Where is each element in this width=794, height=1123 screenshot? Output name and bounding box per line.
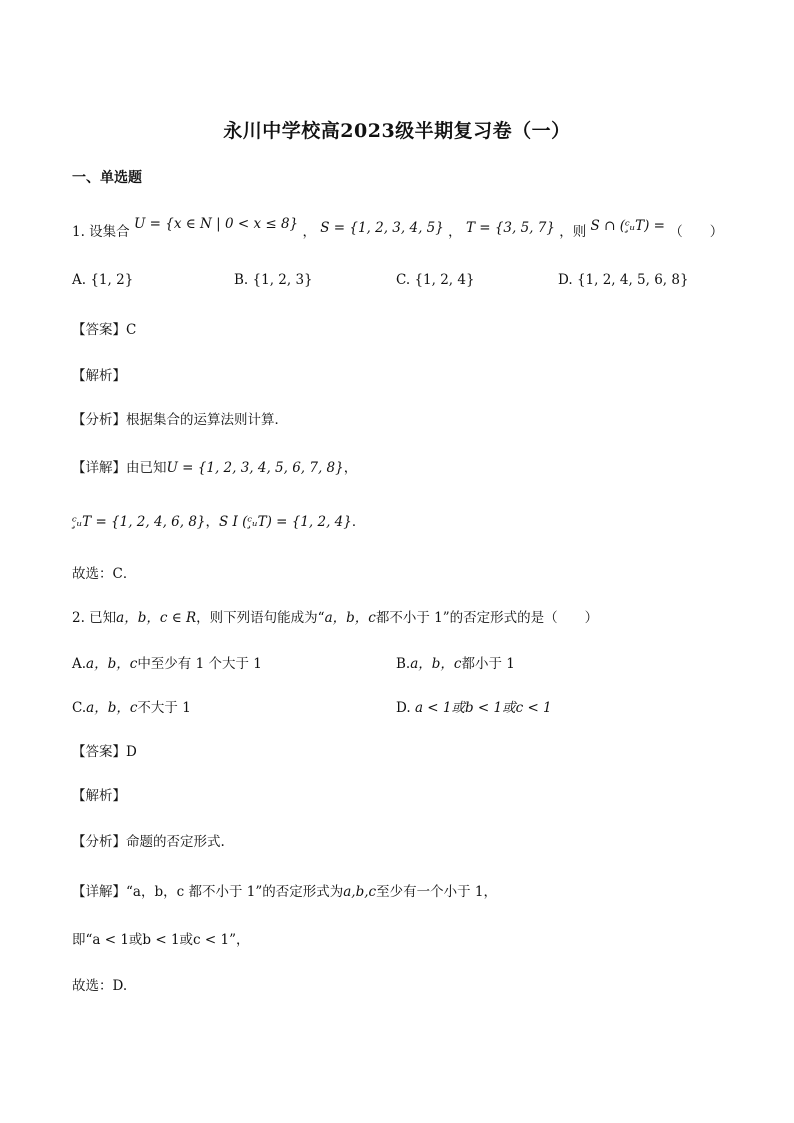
q2-conclusion: 故选：D. bbox=[72, 978, 128, 994]
q2-fenxi: 【分析】命题的否定形式. bbox=[72, 834, 225, 850]
q1-option-b: B. {1, 2, 3} bbox=[234, 272, 313, 288]
q1-xiangjie: 【详解】由已知U = {1, 2, 3, 4, 5, 6, 7, 8}， bbox=[72, 460, 358, 476]
q1-answer: 【答案】C bbox=[72, 322, 137, 338]
q1-option-d: D. {1, 2, 4, 5, 6, 8} bbox=[558, 272, 689, 288]
q2-analysis-tag: 【解析】 bbox=[72, 788, 126, 804]
q1-stem bbox=[72, 216, 724, 242]
q2-option-b: B.a，b，c都小于 1 bbox=[396, 656, 515, 672]
q2-xiangjie-line2: 即“a < 1或b < 1或c < 1”， bbox=[72, 932, 250, 948]
q2-stem: 2. 已知a，b，c ∈ R，则下列语句能成为“a，b，c都不小于 1”的否定形式的是（ ） bbox=[72, 610, 599, 626]
page-title: 永川中学校高2023级半期复习卷（一） bbox=[223, 120, 571, 142]
q2-xiangjie: 【详解】“a，b，c 都不小于 1”的否定形式为a,b,c至少有一个小于 1， bbox=[72, 884, 497, 900]
section-heading: 一、单选题 bbox=[72, 170, 142, 186]
q2-option-c: C.a，b，c不大于 1 bbox=[72, 700, 191, 716]
q1-set-t: T = {3, 5, 7} bbox=[465, 220, 555, 236]
q1-paren: （ ） bbox=[669, 224, 724, 240]
q2-option-a: A.a，b，c中至少有 1 个大于 1 bbox=[72, 656, 262, 672]
q1-xiangjie-line2: ᶜ̧ᵤT = {1, 2, 4, 6, 8}，S I (ᶜ̧ᵤT) = {1, 2, 4}． bbox=[72, 514, 366, 530]
q1-conclusion: 故选：C． bbox=[72, 566, 137, 582]
q1-comma2: ， bbox=[448, 224, 462, 240]
q1-fenxi: 【分析】根据集合的运算法则计算． bbox=[72, 412, 288, 428]
q1-set-u: U = {x ∈ N | 0 < x ≤ 8} bbox=[133, 216, 299, 232]
q1-expr: S ∩ (ᶜ̧ᵤT) = bbox=[590, 218, 665, 234]
q1-then: ，则 bbox=[559, 224, 587, 240]
q1-prefix: 1. 设集合 bbox=[72, 224, 130, 240]
q1-option-a: A. {1, 2} bbox=[72, 272, 134, 288]
q2-option-d: D. a < 1或b < 1或c < 1 bbox=[396, 700, 552, 716]
q1-set-s: S = {1, 2, 3, 4, 5} bbox=[320, 220, 444, 236]
q1-analysis-tag: 【解析】 bbox=[72, 368, 126, 384]
q1-comma1: ， bbox=[302, 224, 316, 240]
q1-option-c: C. {1, 2, 4} bbox=[396, 272, 475, 288]
q2-answer: 【答案】D bbox=[72, 744, 137, 760]
